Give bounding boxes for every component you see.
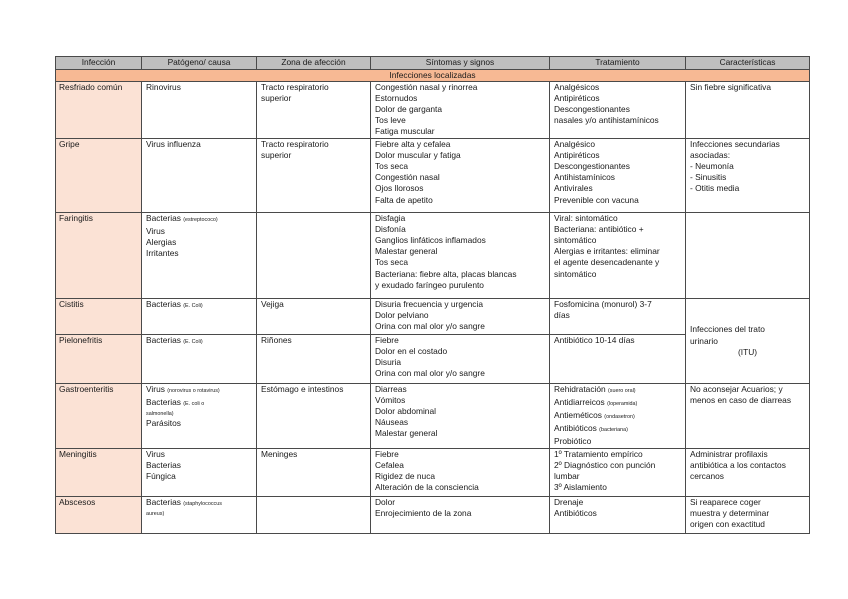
infection-name: Pielonefritis xyxy=(56,335,142,384)
zone-cell: Estómago e intestinos xyxy=(257,384,371,448)
pathogen-cell: Bacterias (E. Coli) xyxy=(142,335,257,384)
characteristics-cell: No aconsejar Acuarios; y menos en caso de diarreas xyxy=(686,384,810,448)
characteristics-cell: Sin fiebre significativa xyxy=(686,82,810,139)
zone-cell xyxy=(257,496,371,533)
infection-name: Resfriado común xyxy=(56,82,142,139)
table-row xyxy=(56,82,810,139)
header-zona: Zona de afección xyxy=(257,57,371,70)
treatment-cell: 1º Tratamiento empírico 2º Diagnóstico con punción lumbar 3º Aislamiento xyxy=(550,448,686,496)
symptoms-cell: Congestión nasal y rinorrea Estornudos Dolor de garganta Tos leve Fatiga muscular xyxy=(371,82,550,139)
header-patogeno: Patógeno/ causa xyxy=(142,57,257,70)
section-row xyxy=(56,70,810,82)
pathogen-cell: Virus Bacterias Fúngica xyxy=(142,448,257,496)
table-row xyxy=(56,139,810,213)
infection-name: Abscesos xyxy=(56,496,142,533)
symptoms-cell: Fiebre Dolor en el costado Disuria Orina con mal olor y/o sangre xyxy=(371,335,550,384)
header-row xyxy=(56,57,810,70)
header-sintomas: Síntomas y signos xyxy=(371,57,550,70)
treatment-cell: Rehidratación (suero oral) Antidiarreicos (loperamida) Antieméticos (ondasetron) Antibióticos (bacteriana) Probiótico xyxy=(550,384,686,448)
table-row xyxy=(56,448,810,496)
infections-table xyxy=(55,56,810,534)
pathogen-cell: Virus influenza xyxy=(142,139,257,213)
itu-cell: Infecciones del trato urinario (ITU) xyxy=(686,299,810,384)
symptoms-cell: Diarreas Vómitos Dolor abdominal Náuseas Malestar general xyxy=(371,384,550,448)
pathogen-cell: Bacterias (staphylococcus aureus) xyxy=(142,496,257,533)
symptoms-cell: Fiebre Cefalea Rigidez de nuca Alteración de la consciencia xyxy=(371,448,550,496)
header-infeccion: Infección xyxy=(56,57,142,70)
infection-name: Meningitis xyxy=(56,448,142,496)
header-caracteristicas: Características xyxy=(686,57,810,70)
infection-name: Gripe xyxy=(56,139,142,213)
symptoms-cell: Disuria frecuencia y urgencia Dolor pelviano Orina con mal olor y/o sangre xyxy=(371,299,550,335)
symptoms-cell: Disfagia Disfonía Ganglios linfáticos inflamados Malestar general Tos seca Bacteriana: fiebre alta, placas blancas y exudado faríngeo purulento xyxy=(371,213,550,299)
treatment-cell: Antibiótico 10-14 días xyxy=(550,335,686,384)
zone-cell: Tracto respiratorio superior xyxy=(257,82,371,139)
zone-cell xyxy=(257,213,371,299)
infection-name: Faringitis xyxy=(56,213,142,299)
treatment-cell: Analgésico Antipiréticos Descongestionantes Antihistamínicos Antivirales Prevenible con vacuna xyxy=(550,139,686,213)
table-row xyxy=(56,299,810,335)
header-tratamiento: Tratamiento xyxy=(550,57,686,70)
pathogen-cell: Bacterias (estreptococo) Virus Alergias Irritantes xyxy=(142,213,257,299)
table-row xyxy=(56,384,810,448)
table-row xyxy=(56,496,810,533)
zone-cell: Meninges xyxy=(257,448,371,496)
zone-cell: Vejiga xyxy=(257,299,371,335)
characteristics-cell: Administrar profilaxis antibiótica a los contactos cercanos xyxy=(686,448,810,496)
pathogen-cell: Bacterias (E. Coli) xyxy=(142,299,257,335)
pathogen-cell: Rinovirus xyxy=(142,82,257,139)
symptoms-cell: Fiebre alta y cefalea Dolor muscular y fatiga Tos seca Congestión nasal Ojos llorosos Falta de apetito xyxy=(371,139,550,213)
characteristics-cell: Si reaparece coger muestra y determinar origen con exactitud xyxy=(686,496,810,533)
symptoms-cell: Dolor Enrojecimiento de la zona xyxy=(371,496,550,533)
characteristics-cell xyxy=(686,213,810,299)
treatment-cell: Fosfomicina (monurol) 3-7 días xyxy=(550,299,686,335)
treatment-cell: Drenaje Antibióticos xyxy=(550,496,686,533)
zone-cell: Tracto respiratorio superior xyxy=(257,139,371,213)
infection-name: Cistitis xyxy=(56,299,142,335)
infection-name: Gastroenteritis xyxy=(56,384,142,448)
section-title: Infecciones localizadas xyxy=(56,70,810,82)
characteristics-cell: Infecciones secundarias asociadas: - Neumonía - Sinusitis - Otitis media xyxy=(686,139,810,213)
treatment-cell: Analgésicos Antipiréticos Descongestionantes nasales y/o antihistamínicos xyxy=(550,82,686,139)
table-row xyxy=(56,213,810,299)
treatment-cell: Viral: sintomático Bacteriana: antibiótico + sintomático Alergias e irritantes: eliminar el agente desencadenante y sintomático xyxy=(550,213,686,299)
zone-cell: Riñones xyxy=(257,335,371,384)
pathogen-cell: Virus (norovirus o rotavirus) Bacterias (E. coli o salmonella) Parásitos xyxy=(142,384,257,448)
